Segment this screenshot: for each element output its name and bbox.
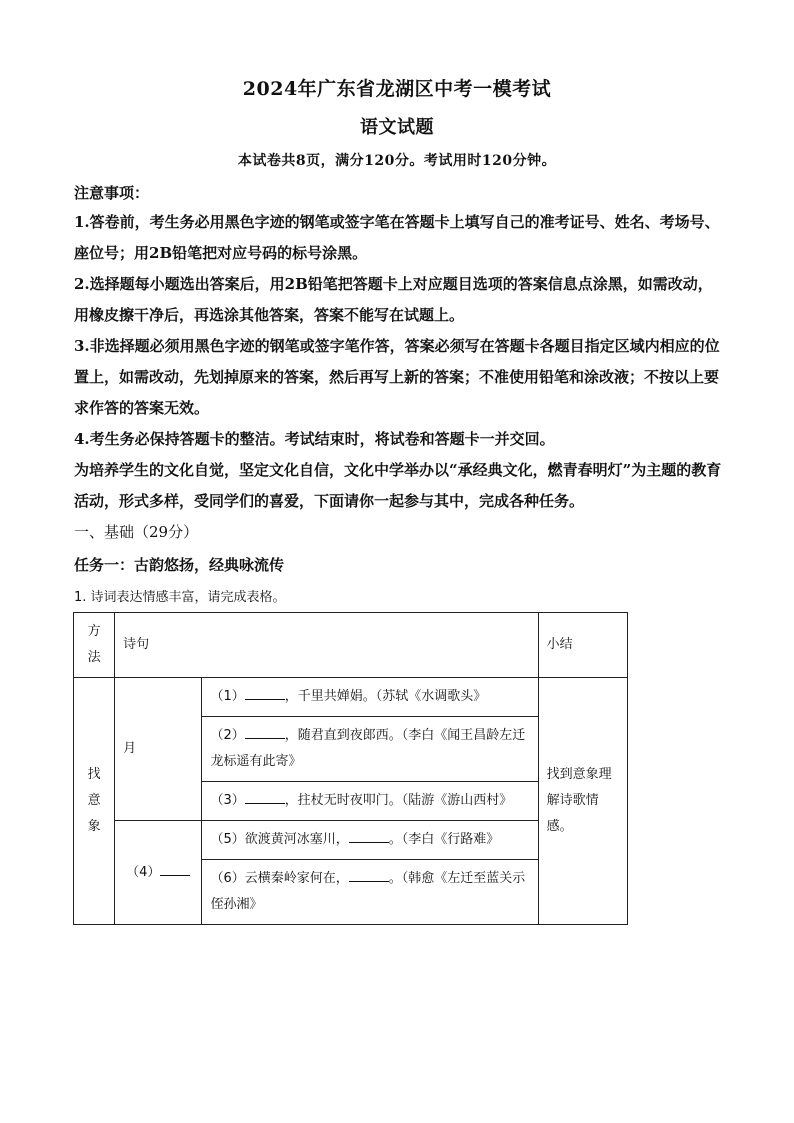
line-number: （1） <box>210 689 245 704</box>
subject-title: 语文试题 <box>360 117 434 138</box>
line-text: ，拄杖无时夜叩门。（陆游《游山西村》 <box>284 793 513 808</box>
answer-blank[interactable] <box>245 724 285 739</box>
notes-heading: 注意事项： <box>74 184 150 202</box>
table-header-row <box>74 613 628 678</box>
line-number: （3） <box>210 793 245 808</box>
line-number: （5） <box>210 832 245 847</box>
category-moon: 月 <box>115 678 202 821</box>
header-method: 方法 <box>74 613 115 678</box>
exam-info: 本试卷共8页，满分120分。考试用时120分钟。 <box>237 153 557 169</box>
poem-line-2 <box>202 717 538 782</box>
answer-blank[interactable] <box>349 828 389 843</box>
method-cell: 找意象 <box>74 678 115 925</box>
note-item-4: 4.考生务必保持答题卡的整洁。考试结束时，将试卷和答题卡一并交回。 <box>74 430 555 448</box>
header-summary: 小结 <box>538 613 627 678</box>
note-item-3: 3.非选择题必须用黑色字迹的钢笔或签字笔作答，答案必须写在答题卡各题目指定区域内相应的位置上，如需改动，先划掉原来的答案，然后再写上新的答案；不准使用铅笔和涂改液；不按以上要求作答的答案无效。 <box>74 337 720 417</box>
table-row <box>74 678 628 717</box>
category-4-label: （4） <box>126 864 161 880</box>
poem-line-1 <box>202 678 538 717</box>
note-item-1: 1.答卷前，考生务必用黑色字迹的钢笔或签字笔在答题卡上填写自己的准考证号、姓名、考场号、座位号；用2B铅笔把对应号码的标号涂黑。 <box>74 213 720 262</box>
note-item-2: 2.选择题每小题选出答案后，用2B铅笔把答题卡上对应题目选项的答案信息点涂黑，如需改动，用橡皮擦干净后，再选涂其他答案，答案不能写在试题上。 <box>74 275 713 324</box>
line-before: 云横秦岭家何在， <box>244 871 349 886</box>
task-heading: 任务一：古韵悠扬，经典咏流传 <box>74 556 285 574</box>
activity-intro: 为培养学生的文化自觉，坚定文化自信，文化中学举办以“承经典文化，燃青春明灯”为主题的教育活动，形式多样，受同学们的喜爱，下面请你一起参与其中，完成各种任务。 <box>74 461 722 510</box>
summary-cell: 找到意象理解诗歌情感。 <box>538 678 627 925</box>
line-text: ，千里共婵娟。（苏轼《水调歌头》 <box>284 689 487 704</box>
poem-line-6 <box>202 860 538 925</box>
answer-blank[interactable] <box>245 789 285 804</box>
line-before: 欲渡黄河冰塞川， <box>244 832 349 847</box>
category-4 <box>115 821 202 925</box>
poem-table <box>73 612 628 925</box>
poem-line-5 <box>202 821 538 860</box>
exam-title: 2024年广东省龙湖区中考一模考试 <box>242 78 552 100</box>
line-text: 。（韩愈《左迁至蓝关示侄孙湘》 <box>210 871 526 912</box>
answer-blank[interactable] <box>245 685 285 700</box>
answer-blank[interactable] <box>349 867 389 882</box>
header-poem: 诗句 <box>115 613 539 678</box>
line-number: （6） <box>210 871 245 886</box>
line-number: （2） <box>210 728 245 743</box>
line-text: 。（李白《行路难》 <box>388 832 500 847</box>
question-1: 1. 诗词表达情感丰富，请完成表格。 <box>74 590 286 605</box>
section-heading: 一、基础（29分） <box>74 523 199 541</box>
line-text: ，随君直到夜郎西。（李白《闻王昌龄左迁龙标遥有此寄》 <box>210 728 526 769</box>
poem-line-3 <box>202 782 538 821</box>
answer-blank[interactable] <box>160 861 190 876</box>
